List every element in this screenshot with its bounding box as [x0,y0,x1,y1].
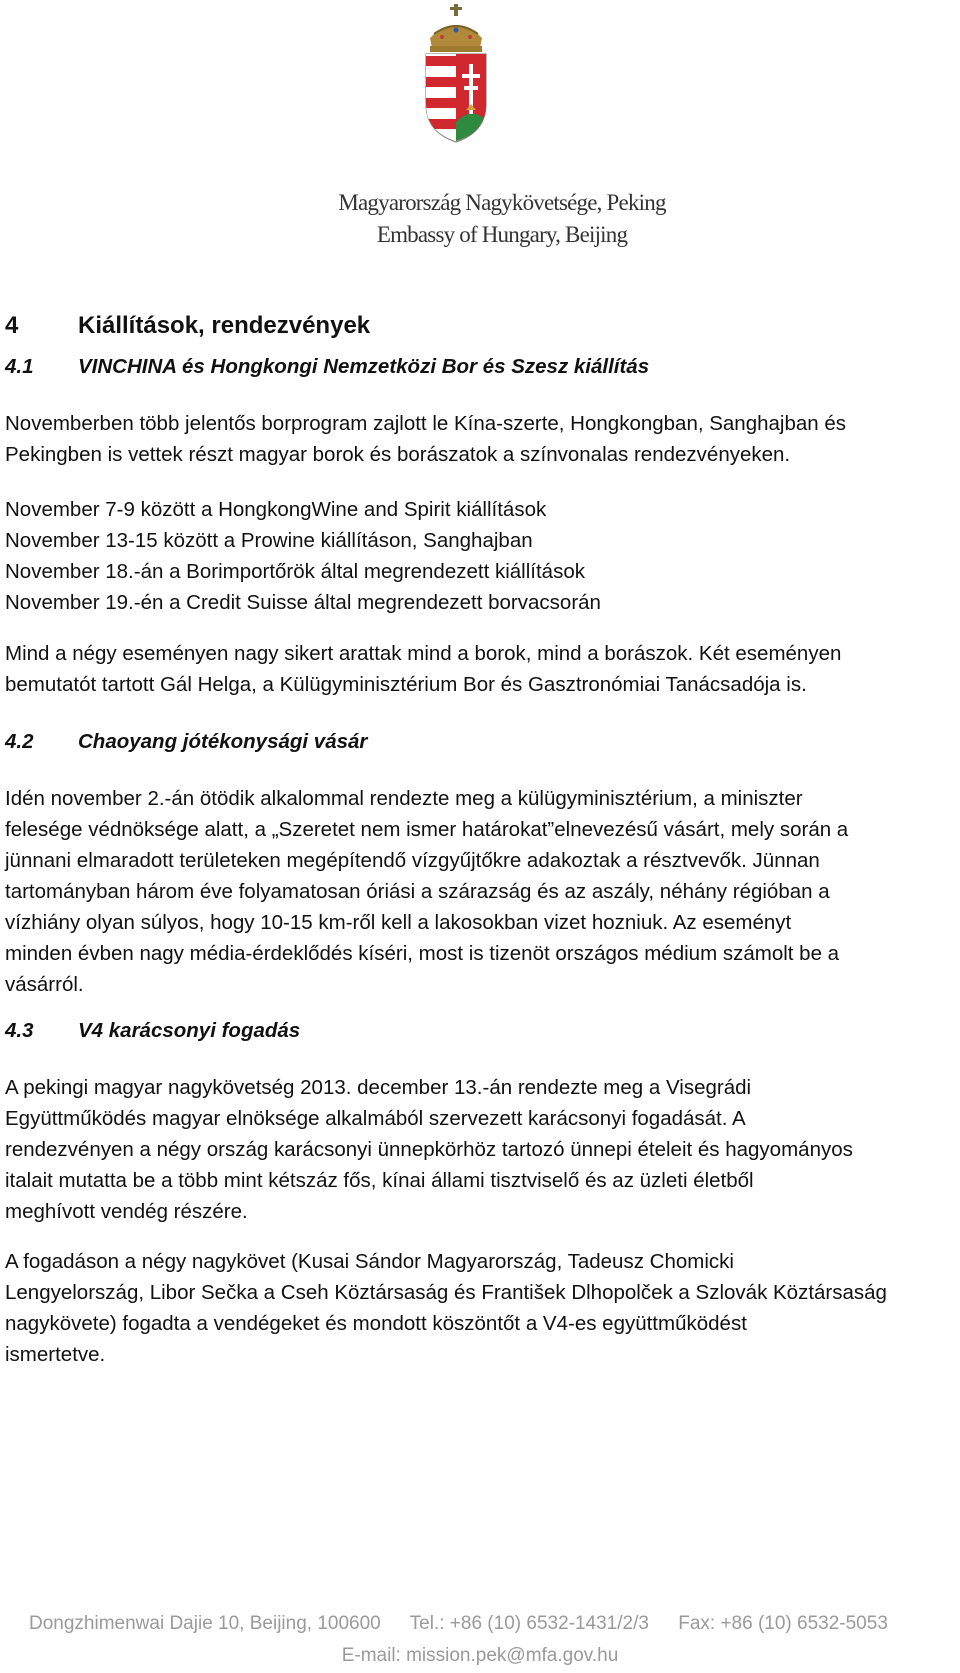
text-line: A pekingi magyar nagykövetség 2013. december 13.-án rendezte meg a Visegrádi [5,1076,752,1099]
paragraph-ambassadors [5,1246,955,1370]
text-line: Novemberben több jelentős borprogram zajlott le Kína-szerte, Hongkongban, Sanghajban és [5,412,847,435]
hungarian-coat-of-arms-icon [422,4,490,144]
subsection-number: 4.3 [5,1019,34,1042]
text-line: Mind a négy eseményen nagy sikert arattak mind a borok, mind a borászok. Két eseményen [5,642,842,665]
subsection-title: V4 karácsonyi fogadás [78,1019,301,1042]
event-list [5,494,955,618]
footer-address: Dongzhimenwai Dajie 10, Beijing, 100600 [29,1613,381,1634]
paragraph-reception [5,1072,955,1227]
event-item: November 13-15 között a Prowine kiállításon, Sanghajban [5,529,533,552]
section-heading [5,310,370,341]
embassy-name-hungarian: Magyarország Nagykövetsége, Peking [338,190,666,215]
text-line: tartományban három éve folyamatosan óriási a szárazság és az aszály, néhány régióban a [5,880,830,903]
text-line: vízhiány olyan súlyos, hogy 10-15 km-ről kell a lakosokban vizet hozniuk. Az eseményt [5,911,792,934]
footer-email[interactable]: E-mail: mission.pek@mfa.gov.hu [341,1645,619,1666]
text-line: Idén november 2.-án ötödik alkalommal rendezte meg a külügyminisztérium, a miniszter [5,787,803,810]
subsection-number: 4.1 [5,355,34,378]
text-line: meghívott vendég részére. [5,1200,248,1223]
event-item: November 19.-én a Credit Suisse által megrendezett borvacsorán [5,591,601,614]
text-line: minden évben nagy média-érdeklődés kíséri, most is tizenöt országos médium számolt be a [5,942,840,965]
paragraph-summary [5,638,955,700]
event-item: November 18.-án a Borimportőrök által megrendezett kiállítások [5,560,585,583]
text-line: Pekingben is vettek részt magyar borok és borászatok a színvonalas rendezvényeken. [5,443,791,466]
text-line: A fogadáson a négy nagykövet (Kusai Sándor Magyarország, Tadeusz Chomicki [5,1250,734,1273]
text-line: rendezvényen a négy ország karácsonyi ünnepkörhöz tartozó ünnepi ételeit és hagyományos [5,1138,853,1161]
subsection-title: VINCHINA és Hongkongi Nemzetközi Bor és Szesz kiállítás [78,355,650,378]
section-title: Kiállítások, rendezvények [78,312,371,339]
footer-tel: Tel.: +86 (10) 6532-1431/2/3 [409,1613,649,1634]
footer-contact [29,1613,960,1635]
event-item: November 7-9 között a HongkongWine and Spirit kiállítások [5,498,547,521]
text-line: felesége védnöksége alatt, a „Szeretet nem ismer határokat”elnevezésű vásárt, mely során a [5,818,849,841]
text-line: vásárról. [5,973,84,996]
text-line: Lengyelország, Libor Sečka a Cseh Köztársaság és František Dlhopolček a Szlovák Köztársaság [5,1281,887,1304]
paragraph-intro [5,408,955,470]
section-number: 4 [5,312,19,339]
subsection-heading-4-3 [5,1015,300,1046]
subsection-number: 4.2 [5,730,34,753]
text-line: bemutatót tartott Gál Helga, a Külügyminisztérium Bor és Gasztronómiai Tanácsadója is. [5,673,807,696]
text-line: Együttműködés magyar elnöksége alkalmából szervezett karácsonyi fogadását. A [5,1107,746,1130]
paragraph-charity [5,783,955,1000]
text-line: jünnani elmaradott területeken megépítendő vízgyűjtőkre adakoztak a résztvevők. Jünnan [5,849,820,872]
embassy-name-english: Embassy of Hungary, Beijing [376,222,628,247]
footer-fax: Fax: +86 (10) 6532-5053 [678,1613,888,1634]
text-line: ismertetve. [5,1343,106,1366]
subsection-heading-4-2 [5,726,367,757]
subsection-title: Chaoyang jótékonysági vásár [78,730,368,753]
subsection-heading-4-1 [5,351,649,382]
text-line: nagykövete) fogadta a vendégeket és mondott köszöntőt a V4-es együttműködést [5,1312,747,1335]
text-line: italait mutatta be a több mint kétszáz fős, kínai állami tisztviselő és az üzleti életből [5,1169,754,1192]
